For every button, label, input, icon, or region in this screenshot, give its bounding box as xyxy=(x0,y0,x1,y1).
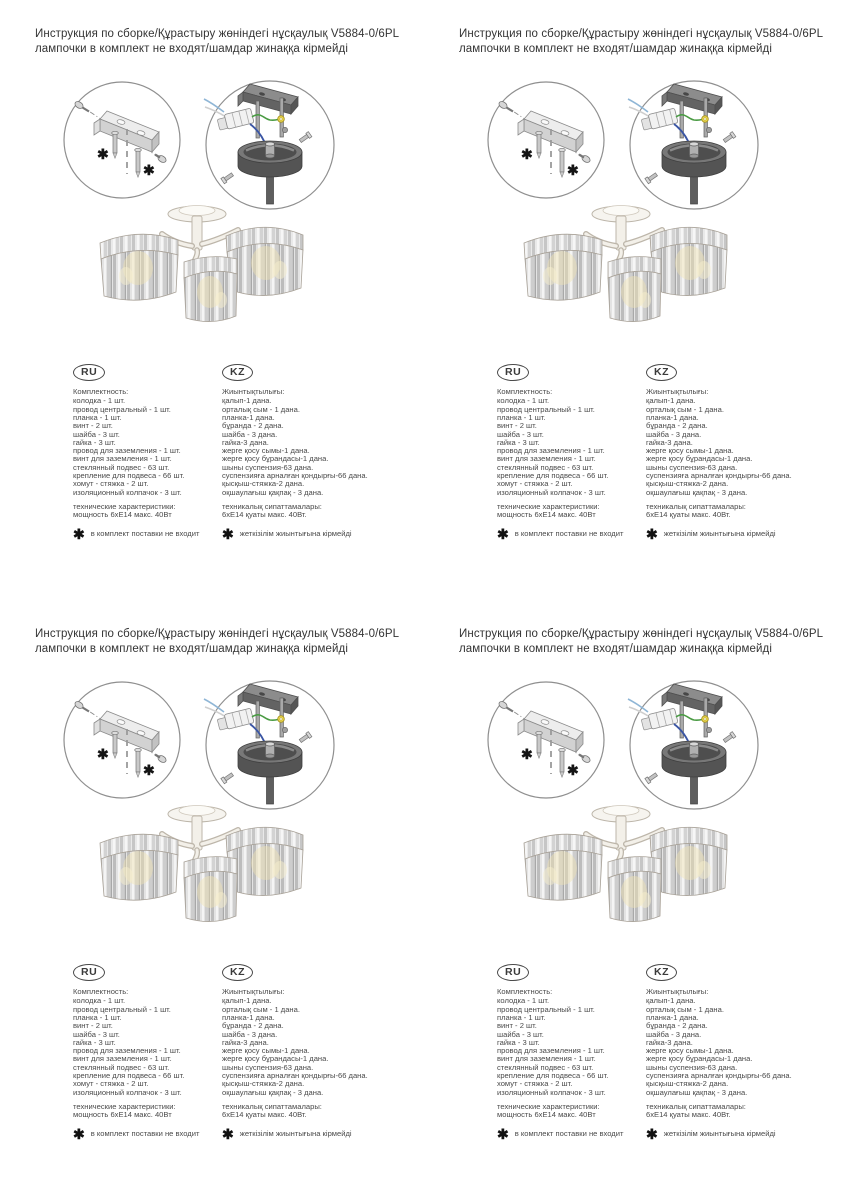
crystal-shade-right xyxy=(226,227,303,295)
not-included-asterisk-icon: ✱ xyxy=(97,146,109,162)
ru-footnote xyxy=(497,525,643,542)
asterisk-icon: ✱ xyxy=(497,525,509,542)
kz-components-heading: Жиынтықтылығы: xyxy=(646,387,709,396)
instruction-sheet xyxy=(0,600,424,1200)
chandelier-illustration xyxy=(524,806,727,922)
ru-footnote xyxy=(73,525,219,542)
not-included-asterisk-icon: ✱ xyxy=(567,762,579,778)
component-item: шыны суспензия-63 дана. xyxy=(222,1062,314,1072)
not-included-asterisk-icon: ✱ xyxy=(97,746,109,762)
ru-components-heading: Комплектность: xyxy=(73,987,129,996)
component-item: колодка - 1 шт. xyxy=(73,996,126,1006)
component-item: крепление для подвеса - 66 шт. xyxy=(497,1071,609,1081)
component-item: қалып-1 дана. xyxy=(222,996,272,1006)
chandelier-illustration xyxy=(524,206,727,322)
component-item: стеклянный подвес - 63 шт. xyxy=(73,1062,170,1072)
canopy-wiring-diagram xyxy=(628,681,758,809)
component-item: колодка - 1 шт. xyxy=(73,396,126,406)
ru-components-list xyxy=(497,997,643,1097)
component-item: планка - 1 шт. xyxy=(73,1013,122,1022)
component-item: провод для заземления - 1 шт. xyxy=(497,446,605,456)
ru-components-heading: Комплектность: xyxy=(497,987,553,996)
crystal-shade-front xyxy=(184,857,237,922)
component-item: винт - 2 шт. xyxy=(497,421,537,431)
kz-components-list xyxy=(646,397,826,497)
title-line-1: Инструкция по сборке/Құрастыру жөніндегі нұсқаулық V5884-0/6PL xyxy=(459,628,824,640)
component-item: қысқыш-стяжка-2 дана. xyxy=(646,1079,729,1089)
not-included-asterisk-icon: ✱ xyxy=(567,162,579,178)
component-item: жерге қосу бұрандасы-1 дана. xyxy=(646,454,753,464)
ru-language-badge: RU xyxy=(497,364,529,381)
component-item: стеклянный подвес - 63 шт. xyxy=(73,462,170,472)
component-item: винт для заземления - 1 шт. xyxy=(497,1054,596,1064)
component-item: орталық сым - 1 дана. xyxy=(646,1004,724,1014)
title-line-1: Инструкция по сборке/Құрастыру жөніндегі нұсқаулық V5884-0/6PL xyxy=(35,628,400,640)
assembly-figures xyxy=(0,600,424,960)
earth-ring-hole xyxy=(704,718,706,720)
nut-icon xyxy=(706,727,711,732)
ru-tech-heading: технические характеристики: xyxy=(497,501,600,511)
component-item: қысқыш-стяжка-2 дана. xyxy=(222,479,305,489)
component-item: шыны суспензия-63 дана. xyxy=(222,462,314,472)
kz-column xyxy=(646,962,826,1142)
component-item: орталық сым - 1 дана. xyxy=(646,404,724,414)
component-item: стеклянный подвес - 63 шт. xyxy=(497,1062,594,1072)
component-item: шыны суспензия-63 дана. xyxy=(646,462,738,472)
sheet-top-left xyxy=(0,0,424,600)
asterisk-icon: ✱ xyxy=(222,1125,234,1142)
sheet-bottom-right xyxy=(424,600,849,1200)
component-item: хомут - стяжка - 2 шт. xyxy=(497,1079,573,1089)
ru-tech-value: мощность 6хЕ14 макс. 40Вт xyxy=(73,510,172,520)
component-item: жерге қосу сымы-1 дана. xyxy=(222,1046,310,1056)
kz-components-list xyxy=(222,997,402,1097)
kz-components-heading: Жиынтықтылығы: xyxy=(222,987,285,996)
kz-footnote xyxy=(646,1125,826,1142)
ru-language-badge: RU xyxy=(497,964,529,981)
asterisk-icon: ✱ xyxy=(222,525,234,542)
canopy-wiring-diagram xyxy=(204,81,334,209)
kz-language-badge: KZ xyxy=(222,364,253,381)
ru-components-heading: Комплектность: xyxy=(73,387,129,396)
kz-tech-value: 6хЕ14 қуаты макс. 40Вт. xyxy=(646,1110,731,1120)
earth-ring-hole xyxy=(704,118,706,120)
component-item: қысқыш-стяжка-2 дана. xyxy=(222,1079,305,1089)
component-item: планка-1 дана. xyxy=(646,413,699,422)
not-included-asterisk-icon: ✱ xyxy=(143,762,155,778)
component-item: изоляционный колпачок - 3 шт. xyxy=(73,1087,182,1097)
kz-language-badge: KZ xyxy=(222,964,253,981)
ru-column xyxy=(73,962,219,1142)
ru-footnote xyxy=(497,1125,643,1142)
instruction-sheet xyxy=(424,600,849,1200)
kz-column xyxy=(222,962,402,1142)
component-item: гайка - 3 шт. xyxy=(497,1037,540,1047)
component-item: гайка - 3 шт. xyxy=(497,437,540,447)
kz-components-heading: Жиынтықтылығы: xyxy=(646,987,709,996)
asterisk-icon: ✱ xyxy=(73,1125,85,1142)
component-item: провод для заземления - 1 шт. xyxy=(497,1046,605,1056)
component-item: крепление для подвеса - 66 шт. xyxy=(73,1071,185,1081)
component-item: крепление для подвеса - 66 шт. xyxy=(73,471,185,481)
nut-icon xyxy=(282,727,287,732)
kz-components-heading: Жиынтықтылығы: xyxy=(222,387,285,396)
component-item: планка - 1 шт. xyxy=(73,413,122,422)
component-item: бұранда - 2 дана. xyxy=(222,421,284,431)
ru-column xyxy=(73,362,219,542)
component-item: провод центральный - 1 шт. xyxy=(73,1004,171,1014)
component-item: оқшаулағыш қақпақ - 3 дана. xyxy=(222,487,324,497)
canopy-wiring-diagram xyxy=(204,681,334,809)
component-item: орталық сым - 1 дана. xyxy=(222,404,300,414)
mounting-bracket-diagram xyxy=(64,82,180,198)
kz-footnote-text: жеткізілім жиынтығына кірмейді xyxy=(239,1129,352,1139)
crystal-shade-right xyxy=(226,827,303,895)
component-item: гайка - 3 шт. xyxy=(73,1037,116,1047)
kz-tech-heading: техникалық сипаттамалары: xyxy=(646,1101,746,1111)
ru-footnote xyxy=(73,1125,219,1142)
component-item: планка - 1 шт. xyxy=(497,1013,546,1022)
component-item: изоляционный колпачок - 3 шт. xyxy=(497,1087,606,1097)
title-line-2: лампочки в комплект не входят/шамдар жинаққа кірмейді xyxy=(35,643,348,655)
crystal-shade-left xyxy=(524,234,602,300)
component-item: шайба - 3 шт. xyxy=(73,429,120,439)
earth-ring-hole xyxy=(280,118,282,120)
component-item: қалып-1 дана. xyxy=(222,396,272,406)
title-line-2: лампочки в комплект не входят/шамдар жинаққа кірмейді xyxy=(459,43,772,55)
ru-column xyxy=(497,962,643,1142)
crystal-shade-left xyxy=(524,834,602,900)
component-item: қалып-1 дана. xyxy=(646,996,696,1006)
nut-icon xyxy=(282,127,287,132)
ru-tech-value: мощность 6хЕ14 макс. 40Вт xyxy=(497,1110,596,1120)
component-item: қысқыш-стяжка-2 дана. xyxy=(646,479,729,489)
component-item: оқшаулағыш қақпақ - 3 дана. xyxy=(646,487,748,497)
asterisk-icon: ✱ xyxy=(73,525,85,542)
component-item: суспензияға арналған қондырғы-66 дана. xyxy=(646,1071,792,1081)
component-item: жерге қосу сымы-1 дана. xyxy=(646,446,734,456)
not-included-asterisk-icon: ✱ xyxy=(521,146,533,162)
component-item: гайка-3 дана. xyxy=(646,1037,693,1047)
kz-tech-heading: техникалық сипаттамалары: xyxy=(222,1101,322,1111)
crystal-shade-left xyxy=(100,234,178,300)
component-item: крепление для подвеса - 66 шт. xyxy=(497,471,609,481)
component-item: планка - 1 шт. xyxy=(497,413,546,422)
kz-tech-heading: техникалық сипаттамалары: xyxy=(222,501,322,511)
component-item: шайба - 3 шт. xyxy=(73,1029,120,1039)
instruction-sheet xyxy=(424,0,849,600)
title-line-1: Инструкция по сборке/Құрастыру жөніндегі нұсқаулық V5884-0/6PL xyxy=(459,28,824,40)
asterisk-icon: ✱ xyxy=(646,525,658,542)
component-item: провод для заземления - 1 шт. xyxy=(73,1046,181,1056)
component-item: стеклянный подвес - 63 шт. xyxy=(497,462,594,472)
component-item: суспензияға арналған қондырғы-66 дана. xyxy=(646,471,792,481)
component-item: гайка-3 дана. xyxy=(646,437,693,447)
not-included-asterisk-icon: ✱ xyxy=(521,746,533,762)
component-item: жерге қосу сымы-1 дана. xyxy=(222,446,310,456)
component-item: суспензияға арналған қондырғы-66 дана. xyxy=(222,471,368,481)
ru-tech-heading: технические характеристики: xyxy=(73,501,176,511)
crystal-shade-right xyxy=(650,827,727,895)
assembly-figures xyxy=(424,0,848,360)
component-item: жерге қосу бұрандасы-1 дана. xyxy=(646,1054,753,1064)
component-item: суспензияға арналған қондырғы-66 дана. xyxy=(222,1071,368,1081)
ru-components-list xyxy=(73,397,219,497)
component-item: винт для заземления - 1 шт. xyxy=(497,454,596,464)
component-item: гайка-3 дана. xyxy=(222,437,269,447)
component-item: провод центральный - 1 шт. xyxy=(497,404,595,414)
component-item: винт для заземления - 1 шт. xyxy=(73,454,172,464)
component-item: колодка - 1 шт. xyxy=(497,996,550,1006)
assembly-figures xyxy=(424,600,848,960)
component-item: гайка - 3 шт. xyxy=(73,437,116,447)
component-item: планка-1 дана. xyxy=(646,1013,699,1022)
mounting-bracket-diagram xyxy=(64,682,180,798)
component-item: хомут - стяжка - 2 шт. xyxy=(73,479,149,489)
ru-language-badge: RU xyxy=(73,964,105,981)
not-included-asterisk-icon: ✱ xyxy=(143,162,155,178)
component-item: планка-1 дана. xyxy=(222,1013,275,1022)
component-item: провод центральный - 1 шт. xyxy=(497,1004,595,1014)
crystal-shade-left xyxy=(100,834,178,900)
ru-tech-value: мощность 6хЕ14 макс. 40Вт xyxy=(497,510,596,520)
component-item: шайба - 3 дана. xyxy=(646,1029,702,1039)
asterisk-icon: ✱ xyxy=(646,1125,658,1142)
component-item: жерге қосу сымы-1 дана. xyxy=(646,1046,734,1056)
kz-footnote xyxy=(222,525,402,542)
nut-icon xyxy=(706,127,711,132)
component-item: орталық сым - 1 дана. xyxy=(222,1004,300,1014)
chandelier-illustration xyxy=(100,206,303,322)
title-line-2: лампочки в комплект не входят/шамдар жинаққа кірмейді xyxy=(35,43,348,55)
component-item: винт для заземления - 1 шт. xyxy=(73,1054,172,1064)
kz-footnote-text: жеткізілім жиынтығына кірмейді xyxy=(239,529,352,539)
component-item: жерге қосу бұрандасы-1 дана. xyxy=(222,1054,329,1064)
sheet-bottom-left xyxy=(0,600,424,1200)
ru-tech-heading: технические характеристики: xyxy=(73,1101,176,1111)
instruction-sheet xyxy=(0,0,424,600)
component-item: қалып-1 дана. xyxy=(646,396,696,406)
component-item: планка-1 дана. xyxy=(222,413,275,422)
kz-language-badge: KZ xyxy=(646,364,677,381)
kz-column xyxy=(222,362,402,542)
component-item: шайба - 3 дана. xyxy=(222,1029,278,1039)
ru-tech-value: мощность 6хЕ14 макс. 40Вт xyxy=(73,1110,172,1120)
kz-tech-value: 6хЕ14 қуаты макс. 40Вт. xyxy=(646,510,731,520)
kz-footnote-text: жеткізілім жиынтығына кірмейді xyxy=(663,1129,776,1139)
ru-footnote-text: в комплект поставки не входит xyxy=(514,1129,624,1139)
component-item: бұранда - 2 дана. xyxy=(646,1021,708,1031)
asterisk-icon: ✱ xyxy=(497,1125,509,1142)
ru-footnote-text: в комплект поставки не входит xyxy=(90,529,200,539)
ru-components-list xyxy=(497,397,643,497)
ru-components-list xyxy=(73,997,219,1097)
component-item: шайба - 3 дана. xyxy=(222,429,278,439)
kz-footnote xyxy=(646,525,826,542)
component-item: шайба - 3 шт. xyxy=(497,429,544,439)
assembly-figures xyxy=(0,0,424,360)
component-item: оқшаулағыш қақпақ - 3 дана. xyxy=(222,1087,324,1097)
kz-column xyxy=(646,362,826,542)
kz-footnote xyxy=(222,1125,402,1142)
component-item: винт - 2 шт. xyxy=(497,1021,537,1031)
component-item: винт - 2 шт. xyxy=(73,1021,113,1031)
component-item: хомут - стяжка - 2 шт. xyxy=(73,1079,149,1089)
crystal-shade-front xyxy=(184,257,237,322)
component-item: шыны суспензия-63 дана. xyxy=(646,1062,738,1072)
kz-components-list xyxy=(646,997,826,1097)
component-item: изоляционный колпачок - 3 шт. xyxy=(497,487,606,497)
kz-tech-heading: техникалық сипаттамалары: xyxy=(646,501,746,511)
component-item: гайка-3 дана. xyxy=(222,1037,269,1047)
ru-footnote-text: в комплект поставки не входит xyxy=(514,529,624,539)
component-item: оқшаулағыш қақпақ - 3 дана. xyxy=(646,1087,748,1097)
component-item: винт - 2 шт. xyxy=(73,421,113,431)
kz-components-list xyxy=(222,397,402,497)
component-item: бұранда - 2 дана. xyxy=(646,421,708,431)
earth-ring-hole xyxy=(280,718,282,720)
component-item: хомут - стяжка - 2 шт. xyxy=(497,479,573,489)
component-item: провод для заземления - 1 шт. xyxy=(73,446,181,456)
component-item: провод центральный - 1 шт. xyxy=(73,404,171,414)
component-item: жерге қосу бұрандасы-1 дана. xyxy=(222,454,329,464)
component-item: колодка - 1 шт. xyxy=(497,396,550,406)
crystal-shade-right xyxy=(650,227,727,295)
mounting-bracket-diagram xyxy=(488,682,604,798)
kz-tech-value: 6хЕ14 қуаты макс. 40Вт. xyxy=(222,510,307,520)
kz-language-badge: KZ xyxy=(646,964,677,981)
crystal-shade-front xyxy=(608,857,661,922)
component-item: изоляционный колпачок - 3 шт. xyxy=(73,487,182,497)
component-item: бұранда - 2 дана. xyxy=(222,1021,284,1031)
ru-footnote-text: в комплект поставки не входит xyxy=(90,1129,200,1139)
component-item: шайба - 3 шт. xyxy=(497,1029,544,1039)
ru-components-heading: Комплектность: xyxy=(497,387,553,396)
ru-language-badge: RU xyxy=(73,364,105,381)
kz-footnote-text: жеткізілім жиынтығына кірмейді xyxy=(663,529,776,539)
component-item: шайба - 3 дана. xyxy=(646,429,702,439)
crystal-shade-front xyxy=(608,257,661,322)
ru-column xyxy=(497,362,643,542)
chandelier-illustration xyxy=(100,806,303,922)
title-line-1: Инструкция по сборке/Құрастыру жөніндегі нұсқаулық V5884-0/6PL xyxy=(35,28,400,40)
kz-tech-value: 6хЕ14 қуаты макс. 40Вт. xyxy=(222,1110,307,1120)
sheet-top-right xyxy=(424,0,849,600)
title-line-2: лампочки в комплект не входят/шамдар жинаққа кірмейді xyxy=(459,643,772,655)
mounting-bracket-diagram xyxy=(488,82,604,198)
canopy-wiring-diagram xyxy=(628,81,758,209)
ru-tech-heading: технические характеристики: xyxy=(497,1101,600,1111)
